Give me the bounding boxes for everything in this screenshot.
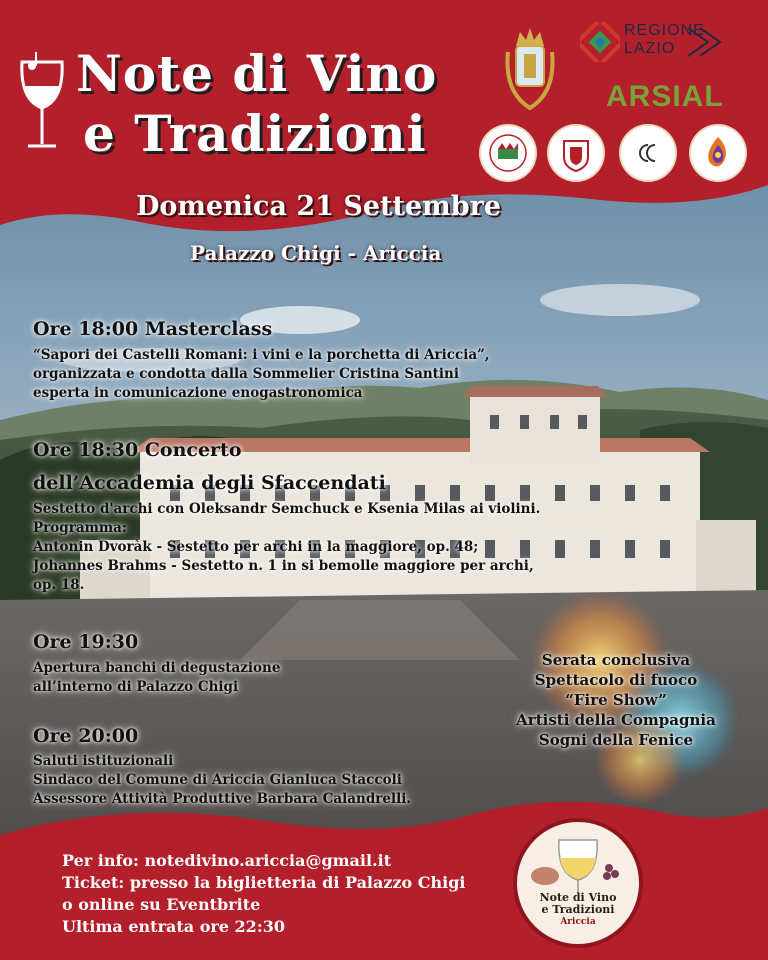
closing-line-2: Spettacolo di fuoco bbox=[534, 671, 698, 689]
footer-info-email: Per info: notedivino.ariccia@gmail.it bbox=[62, 851, 392, 870]
program-2-line-5: op. 18. bbox=[33, 577, 85, 593]
regione-lazio-label-1: REGIONE bbox=[624, 22, 705, 39]
cc-monogram-icon bbox=[628, 133, 668, 173]
closing-line-1: Serata conclusiva bbox=[541, 651, 691, 669]
program-4-heading: Ore 20:00 bbox=[33, 725, 139, 747]
program-2-line-4: Johannes Brahms - Sestetto n. 1 in si bemolle maggiore per archi, bbox=[33, 558, 534, 574]
closing-line-4: Artisti della Compagnia bbox=[516, 711, 716, 729]
program-4-line-3: Assessore Attività Produttive Barbara Calandrelli. bbox=[33, 791, 412, 807]
badge-text-line1: Note di Vino bbox=[539, 891, 617, 904]
festival-logo bbox=[691, 126, 745, 180]
wine-glass-icon bbox=[14, 52, 70, 156]
event-title-line2: e Tradizioni bbox=[83, 104, 427, 163]
closing-line-3: “Fire Show” bbox=[565, 691, 667, 709]
program-2-line-1: Sestetto d'archi con Oleksandr Semchuck e Ksenia Milas ai violini. bbox=[33, 501, 541, 517]
program-1-line-2: organizzata e condotta dalla Sommelier Cristina Santini bbox=[33, 366, 459, 382]
regione-lazio-chevron-icon bbox=[686, 24, 726, 60]
crest-logo bbox=[549, 126, 603, 180]
regione-lazio-label-2: LAZIO bbox=[624, 40, 676, 57]
program-2-line-2: Programma: bbox=[33, 520, 127, 536]
program-2-line-3: Antonin Dvoràk - Sestetto per archi in la maggiore, op. 48; bbox=[33, 539, 479, 555]
badge-text-line3: Ariccia bbox=[560, 917, 596, 927]
regione-lazio-logo-mark bbox=[580, 22, 620, 62]
closing-line-5: Sogni della Fenice bbox=[538, 731, 694, 749]
program-2-heading: Ore 18:30 Concerto bbox=[33, 439, 242, 461]
ariccia-wine-logo bbox=[481, 126, 535, 180]
footer-info-ticket: Ticket: presso la biglietteria di Palazzo Chigi bbox=[62, 873, 466, 892]
event-badge-logo bbox=[517, 822, 639, 944]
program-1-line-1: “Sapori dei Castelli Romani: i vini e la porchetta di Ariccia”, bbox=[33, 347, 490, 363]
program-3-line-1: Apertura banchi di degustazione bbox=[33, 660, 281, 676]
crest-icon bbox=[556, 133, 596, 173]
badge-text-line2: e Tradizioni bbox=[541, 903, 615, 916]
event-title-line1: Note di Vino bbox=[76, 44, 438, 103]
closing-fire-show bbox=[494, 650, 738, 750]
footer-info-last-entry: Ultima entrata ore 22:30 bbox=[62, 917, 285, 936]
program-1-heading: Ore 18:00 Masterclass bbox=[33, 318, 273, 340]
program-4-line-1: Saluti istituzionali bbox=[33, 753, 174, 769]
footer-info-online: o online su Eventbrite bbox=[62, 895, 261, 914]
program-2-heading-2: dell’Accademia degli Sfaccendati bbox=[33, 472, 386, 494]
event-date: Domenica 21 Settembre bbox=[136, 191, 502, 222]
badge-text bbox=[517, 892, 639, 928]
ariccia-coat-of-arms-logo bbox=[500, 22, 560, 114]
program-4-line-2: Sindaco del Comune di Ariccia Gianluca Staccoli bbox=[33, 772, 402, 788]
cc-logo bbox=[621, 126, 675, 180]
wine-logo-icon bbox=[488, 133, 528, 173]
program-3-heading: Ore 19:30 bbox=[33, 631, 139, 653]
arsial-logo: ARSIAL bbox=[606, 80, 724, 113]
event-venue: Palazzo Chigi - Ariccia bbox=[190, 241, 442, 265]
festival-flame-icon bbox=[696, 131, 740, 175]
program-1-line-3: esperta in comunicazione enogastronomica bbox=[33, 385, 363, 401]
program-3-line-2: all’interno di Palazzo Chigi bbox=[33, 679, 239, 695]
